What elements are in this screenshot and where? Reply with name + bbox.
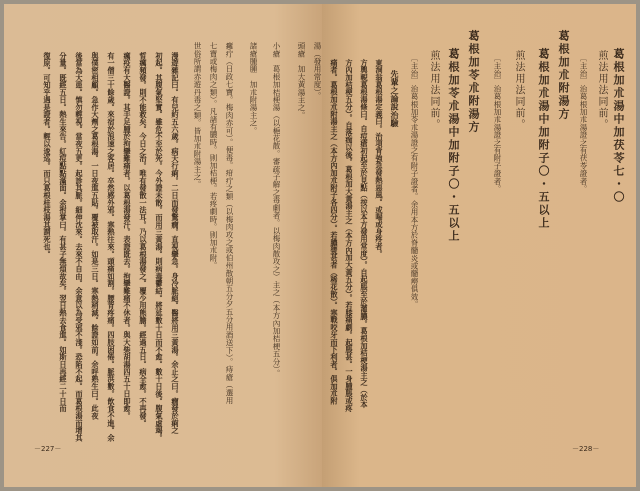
page-number: －228－ — [572, 445, 600, 453]
text-column: 頭瘡 加大黃湯主之。 — [297, 42, 306, 119]
text-column: 後當為大患。慎勿輕視。當夜五更。起診其脈。細伸沈來。去來不自由。余意以為受邪不淺。恐陷不起。而葛根湯而增其 — [75, 52, 84, 442]
text-column: 晢癘頻發。則不能救矣。今日之治。唯有發散一法耳。乃以葛根湯發之。覆少用熊膽。經過五日。病全愈。不再發。 — [139, 52, 148, 427]
text-column: 〔主治〕治葛根加苓朮湯證之有附子證者。余用本方於脊髓炎或髓癆俱效。 — [410, 54, 419, 309]
formula-title: 葛根加苓朮附湯方 — [467, 30, 480, 134]
text-column: 煎法用法同前。 — [596, 50, 607, 131]
formula-line: 葛根加朮湯中加附子〇・五以上 — [537, 48, 550, 230]
formula-line: 葛根加苓朮湯中加附子〇・五以上 — [447, 48, 460, 243]
left-page — [4, 4, 322, 487]
text-column: 湯（發用常度）。 — [313, 42, 322, 100]
text-column: 癰疔（日政七寶。梅肉赤可）。便毒。疳疔之類（以梅肉攻之或伯州散朝五分夕五分用酒送下）。痔瘡（選用 — [225, 42, 234, 405]
formula-line: 葛根加朮湯中加茯苓七・〇 — [612, 48, 625, 204]
text-column: 世俗所謂赤遊丹毒之類。皆加朮附湯主之。 — [193, 42, 202, 189]
text-column: 七寶或梅肉之類）。凡諸有膿時。則加桔梗。若疼劇時。則加朮附。 — [209, 42, 218, 270]
text-column: 初起。其腹氣堅實。雖危不至於死。今外證未散。而用三黃湯。則病毒鬱結。將延數十日而不愈。數十日後。腹氣虛竭。 — [155, 52, 164, 442]
text-column: 漫遊雜記曰。有兒約五六歲。病天行痢。二日而發驚癇。直視攣急。身冷脈絕。醫將用三黃湯。余止之曰。癇發於痢之 — [171, 52, 180, 435]
text-column: 煎法用法同前。 — [513, 50, 524, 131]
section-heading: 先輩之論說治驗 — [390, 70, 400, 128]
text-column: 煎法用法同前。 — [428, 50, 439, 131]
text-column: 分量。既經五日。熱生來告。紅痘點點滿面。余拊掌曰。有甚子無煩故矣。翌日熱去食進。如斯日再經二十日而 — [59, 52, 68, 413]
text-column: 方輿輗葛根湯條曰。自痘瘡初起至於見點（按以本方發用常度）。自起脹至於灌膿。葛根加桔梗湯主之（於本 — [360, 59, 369, 409]
text-column: 癘疫有大醫證。其手足腫於拘攣難痛者。以葛根湯發汗。表證既去。拘攣難痛不休者。與大柴胡湯四五十日即愈。 — [123, 52, 132, 420]
text-column: 諸瘡腫腫 加朮附湯主之。 — [249, 42, 258, 135]
text-column: 〔主治〕治葛根加朮湯證之有附子證者。 — [493, 54, 502, 193]
text-column: 方內加桔梗五分）。自落痂以後。葛根加大黃湯主之（本方內加大黃五分）。若膝痛劇。起脹甚。一身腫脹或疼 — [345, 59, 354, 412]
text-column: 痛者。葛根加朮附湯主之（本方內加朮附子各四分）。若膿漿甚者（稀花散）。寒戰咬牙而下利者。俱加朮附 — [330, 59, 339, 405]
right-page — [322, 4, 636, 487]
page-number: －227－ — [34, 445, 62, 453]
formula-title: 葛根加朮附湯方 — [557, 30, 570, 121]
text-column: 與僕密相顧。急作大劑之葛根湯。一日夜進五貼。覆被取汗。如是三日。寒熱稍減。餘證如前。余呼熟生曰。此夜 — [91, 52, 100, 420]
text-column: 〔主治〕治葛根加朮湯證之有茯苓證者。 — [579, 54, 588, 193]
text-column: 有一僧三十餘歲。來宿於浪速之客居。卒然感外邪。寒熱往來。頭痛如割。腰背疼痛。四肢困倦。脈洪數。飲食不進。余 — [107, 52, 116, 442]
text-column: 東洞翁葛根湯定義曰。治項背強急發熱惡風。或喘或身疼者。 — [375, 59, 384, 258]
text-column: 小瘡 葛根加桔梗湯（以梔花散。審疏子解之毒劇者。以梅肉散攻之）主之（本方內加桔梗五分）。 — [272, 42, 281, 378]
text-column: 復原。可知乎遇是證者。輕以逡巡。而只葛根桂枝湯其謂死也。 — [43, 52, 52, 258]
